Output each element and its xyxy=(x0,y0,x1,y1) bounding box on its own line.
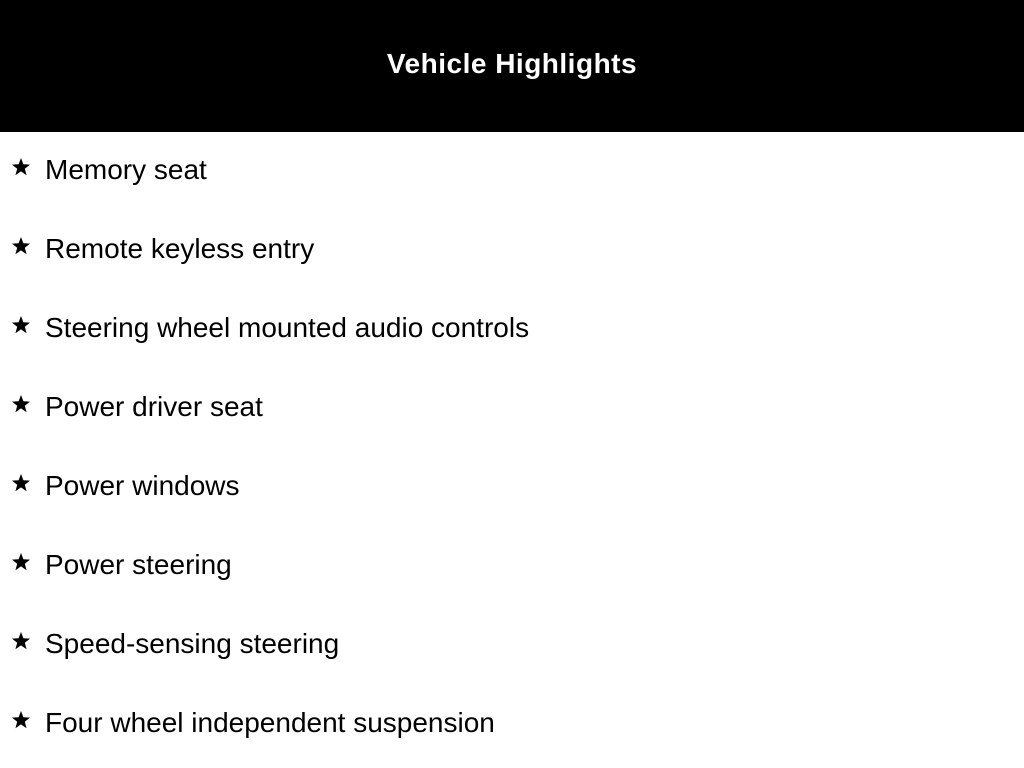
star-icon xyxy=(11,157,31,177)
highlight-label: Four wheel independent suspension xyxy=(45,707,495,738)
highlight-label: Remote keyless entry xyxy=(45,233,315,264)
star-icon xyxy=(11,315,31,335)
header-banner xyxy=(0,0,1024,132)
list-item xyxy=(0,132,1024,211)
star-icon xyxy=(11,631,31,651)
star-icon xyxy=(11,710,31,730)
list-item xyxy=(0,211,1024,290)
highlight-label: Power windows xyxy=(45,470,240,501)
highlight-label: Speed-sensing steering xyxy=(45,628,340,659)
list-item xyxy=(0,369,1024,448)
star-icon xyxy=(11,236,31,256)
highlight-label: Steering wheel mounted audio controls xyxy=(45,312,530,343)
list-item xyxy=(0,448,1024,527)
star-icon xyxy=(11,552,31,572)
highlight-label: Memory seat xyxy=(45,154,207,185)
highlight-label: Power driver seat xyxy=(45,391,263,422)
star-icon xyxy=(11,394,31,414)
list-item xyxy=(0,290,1024,369)
page-title: Vehicle Highlights xyxy=(386,48,638,79)
list-item xyxy=(0,685,1024,764)
list-item xyxy=(0,527,1024,606)
list-item xyxy=(0,606,1024,685)
highlight-label: Power steering xyxy=(45,549,232,580)
highlights-list xyxy=(0,132,1024,764)
star-icon xyxy=(11,473,31,493)
